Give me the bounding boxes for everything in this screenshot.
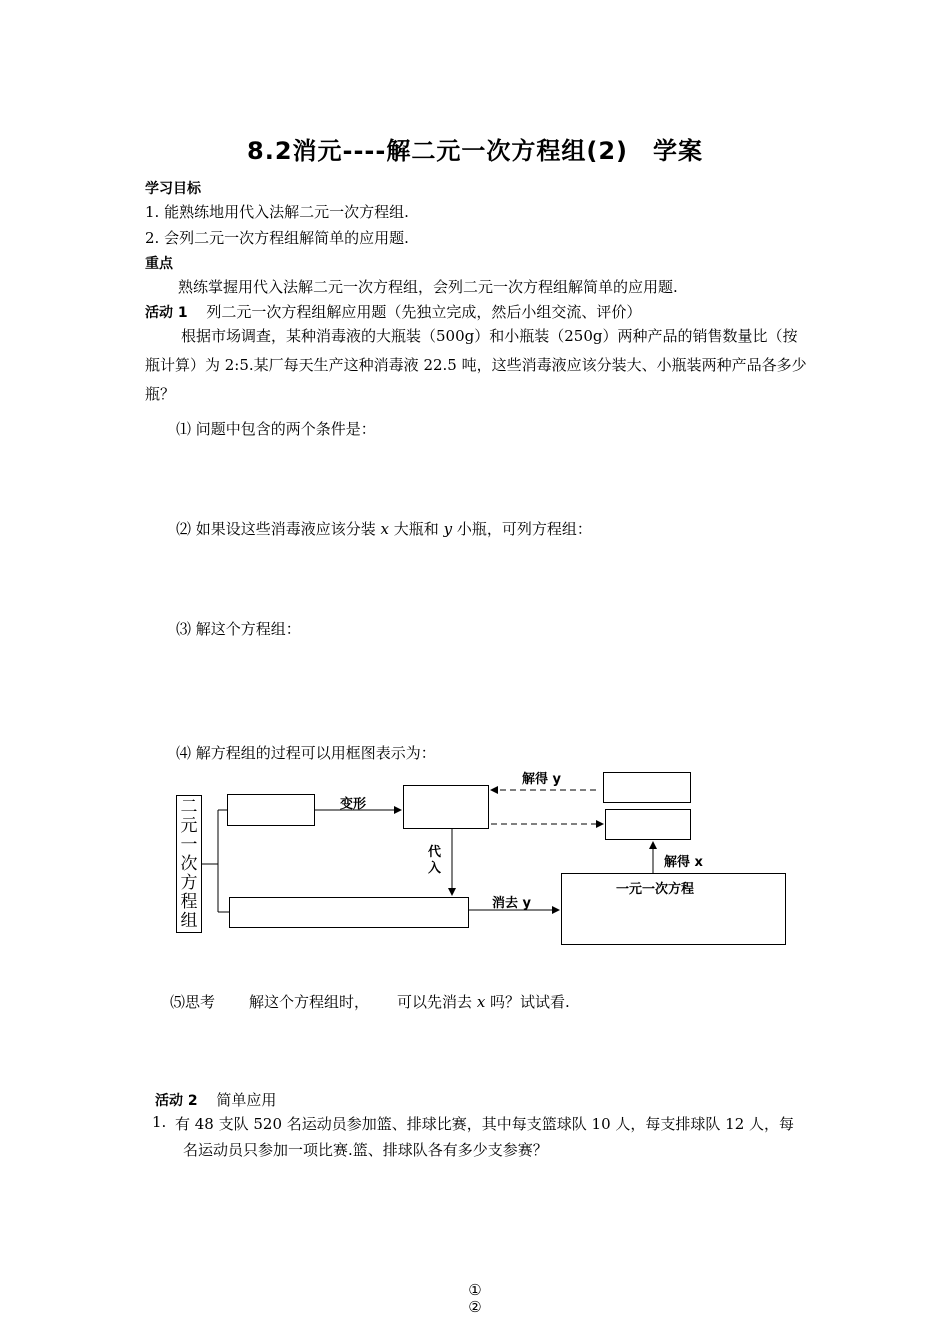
activity1-title: 列二元一次方程组解应用题（先独立完成，然后小组交流、评价）	[206, 303, 642, 321]
variable-y: y	[443, 520, 453, 538]
label-transform: 变形	[340, 797, 367, 812]
activity2-label: 活动 2	[155, 1093, 198, 1109]
activity1-problem: 根据市场调查，某种消毒液的大瓶装（500g）和小瓶装（250g）两种产品的销售数量比（按瓶计算）为 2:5.某厂每天生产这种消毒液 22.5 吨，这些消毒液应该分装大、小瓶装两种产品各多少瓶？	[145, 327, 807, 403]
question-5-text: 解这个方程组时，	[249, 993, 370, 1011]
question-1: ⑴ 问题中包含的两个条件是：	[176, 420, 376, 438]
problem-1-line: 名运动员只参加一项比赛.篮、排球队各有多少支参赛？	[183, 1141, 548, 1159]
key-point-heading: 重点	[145, 256, 173, 272]
label-solve-x: 解得 x	[664, 855, 703, 870]
label-solve-y: 解得 y	[522, 772, 562, 787]
question-5	[170, 991, 570, 1012]
page-title: 8.2消元----解二元一次方程组(2) 学案	[247, 137, 703, 165]
footer-mark: ②	[468, 1298, 482, 1316]
question-5-text: 可以先消去	[397, 993, 477, 1011]
question-2-text: ⑵ 如果设这些消毒液应该分装	[176, 520, 381, 538]
label-substitute: 代入	[428, 845, 442, 876]
question-2-text: 小瓶，可列方程组：	[452, 520, 592, 538]
activity1-label: 活动 1	[145, 305, 188, 321]
objectives-heading: 学习目标	[145, 181, 201, 197]
key-point-text: 熟练掌握用代入法解二元一次方程组，会列二元一次方程组解简单的应用题.	[178, 278, 678, 296]
variable-x: x	[380, 520, 390, 538]
question-4: ⑷ 解方程组的过程可以用框图表示为：	[176, 744, 436, 762]
problem-1-number: 1.	[152, 1113, 167, 1131]
variable-x: x	[476, 993, 486, 1011]
diagram-left-label: 二元一次方程组	[176, 795, 202, 933]
question-2-text: 大瓶和	[389, 520, 444, 538]
objective-item: 1. 能熟练地用代入法解二元一次方程组.	[145, 203, 409, 221]
question-5-lead: ⑸思考	[170, 993, 216, 1011]
label-linear-equation: 一元一次方程	[616, 882, 695, 897]
objective-item: 2. 会列二元一次方程组解简单的应用题.	[145, 229, 409, 247]
question-5-text: 吗？试试看.	[485, 993, 570, 1011]
footer-mark: ①	[468, 1281, 482, 1299]
label-eliminate-y: 消去 y	[492, 896, 532, 911]
question-3: ⑶ 解这个方程组：	[176, 620, 301, 638]
activity2-header	[155, 1089, 276, 1110]
problem-1-line: 有 48 支队 520 名运动员参加篮、排球比赛，其中每支篮球队 10 人，每支排球队 12 人，每	[175, 1115, 795, 1133]
activity2-title: 简单应用	[216, 1091, 277, 1109]
